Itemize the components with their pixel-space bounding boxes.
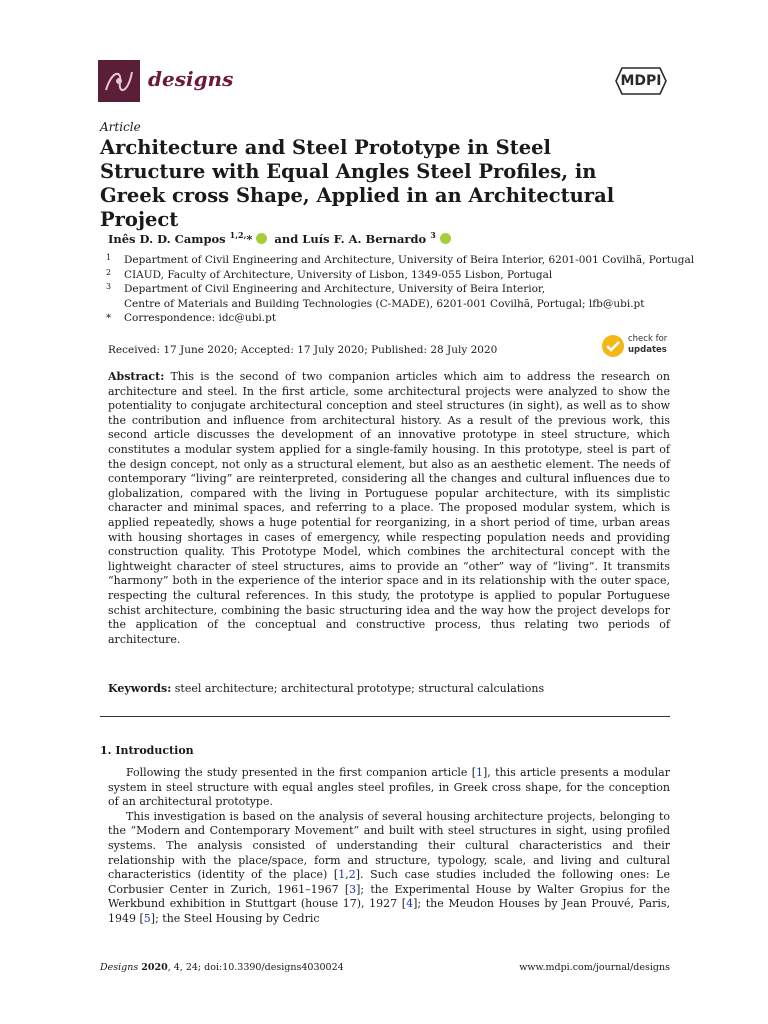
- check-updates-line2: updates: [628, 345, 667, 355]
- orcid-icon[interactable]: [440, 233, 451, 244]
- author-affiliation-mark: 1,2,: [229, 230, 247, 240]
- section-heading: 1. Introduction: [100, 744, 194, 757]
- keywords-text: steel architecture; architectural prototype; structural calculations: [174, 682, 545, 695]
- author-name: Luís F. A. Bernardo: [302, 231, 427, 246]
- check-for-updates-button[interactable]: [601, 333, 671, 359]
- correspondence-mark: *: [106, 312, 112, 325]
- text-run: This investigation is based on the analysis of several housing architecture projects, belonging to the “Modern and Contemporary Movement” and built with steel structures in sight, using profiled systems. The analysis consisted of understanding their cultural characteristics and their relationship with the place/space, form and structure, typology, scale, and living and cultural characteristics (identity of the place) [: [108, 809, 670, 882]
- footer-citation: [100, 962, 344, 973]
- author-name: Inês D. D. Campos: [108, 231, 226, 246]
- affiliation-text: Centre of Materials and Building Technologies (C-MADE), 6201-001 Covilhã, Portugal; lfb@ubi.pt: [124, 297, 645, 310]
- affiliations: [100, 253, 694, 326]
- text-run: ]; the Meudon Houses by Jean Prouvé, Paris, 1949 [: [108, 897, 670, 925]
- keywords-label: Keywords:: [108, 682, 172, 695]
- text-run: Following the study presented in the first companion article [: [126, 766, 476, 779]
- footer-journal: Designs: [100, 962, 139, 973]
- text-run: ]; the Experimental House by Walter Gropius for the Werkbund exhibition in Stuttgart (house 17), 1927 [: [108, 882, 670, 911]
- affiliation-text: Department of Civil Engineering and Architecture, University of Beira Interior, 6201-001 Covilhã, Portugal: [124, 254, 695, 266]
- text-run: ]. Such case studies included the following ones: Le Corbusier Center in Zurich, 1961–1967 [: [108, 868, 670, 896]
- text-run: ]; the Steel Housing by Cedric: [150, 911, 320, 925]
- affiliation-item: [100, 253, 694, 268]
- author-affiliation-mark: 3: [430, 230, 436, 240]
- reference-link[interactable]: 2: [348, 868, 356, 882]
- reference-link[interactable]: 1: [476, 766, 483, 779]
- abstract-text: This is the second of two companion articles which aim to address the research on architecture and steel. In the first article, some architectural projects were analyzed to show the potentiality to conjugate architectural conception and steel structures (in sight), as well as to show the contribution and influence from architectural history. As a result of the previous work, this second article discusses the development of an innovative prototype in steel structure, which constitutes a modular system applied for a single-family housing. In this prototype, steel is part of the design concept, not only as a structural element, but also as an aesthetic element. The needs of contemporary “living” are reinterpreted, considering all the changes and cultural influences due to globalization, compared with the living in Portuguese popular architecture, with its simplistic character and minimal spaces, and referring to a place. The proposed modular system, which is applied repeatedly, shows a huge potential for reorganizing, in a short period of time, urban areas with housing shortages in cases of emergency, while respecting population needs and providing construction quality. This Prototype Model, which combines the architectural concept with the lightweight character of steel structures, aims to provide an “other” way of “living”. It transmits “harmony” both in the experience of the interior space and in its relationship with the outer space, respecting the cultural references. In this study, the prototype is applied to popular Portuguese schist architecture, combining the basic structuring idea and the way how the project develops for the application of the conceptual and constructive process, thus relating two periods of architecture.: [108, 370, 670, 646]
- affiliation-number: 1: [106, 253, 112, 262]
- affiliation-number: 3: [106, 282, 112, 292]
- paragraph: This investigation is based on the analysis of several housing architecture projects, belonging to the “Modern and Contemporary Movement” and built with steel structures in sight, using profiled systems. The analysis consisted of understanding their cultural characteristics and their relationship with the place/space, form and structure, typology, scale, and living and cultural characteristics (identity of the place) [1,2]. Such case studies included the following ones: Le Corbusier Center in Zurich, 1961–1967 [3]; the Experimental House by Walter Gropius for the Werkbund exhibition in Stuttgart (house 17), 1927 [4]; the Meudon Houses by Jean Prouvé, Paris, 1949 [5]; the Steel Housing by Cedric: [108, 809, 670, 925]
- reference-link[interactable]: 3: [349, 882, 357, 896]
- author-conjunction: and: [274, 231, 299, 246]
- paper-title: Architecture and Steel Prototype in Steel Structure with Equal Angles Steel Profiles, in Greek cross Shape, Applied in an Architectural Project: [100, 136, 615, 231]
- article-type: Article: [100, 120, 141, 134]
- check-updates-line1: check for: [628, 334, 668, 344]
- divider: [100, 716, 670, 717]
- abstract: [108, 370, 670, 647]
- abstract-label: Abstract:: [108, 370, 165, 383]
- publisher-name: MDPI: [620, 73, 662, 89]
- journal-name: designs: [148, 67, 234, 91]
- introduction-body: [108, 766, 670, 927]
- check-updates-icon: [601, 334, 625, 358]
- reference-link[interactable]: 1: [338, 868, 346, 882]
- publication-dates: Received: 17 June 2020; Accepted: 17 July 2020; Published: 28 July 2020: [108, 344, 498, 356]
- designs-logo-icon: [98, 60, 140, 102]
- affiliation-number: 2: [106, 267, 112, 277]
- affiliation-text: CIAUD, Faculty of Architecture, University of Lisbon, 1349-055 Lisbon, Portugal: [124, 268, 553, 281]
- reference-link[interactable]: 5: [143, 911, 151, 925]
- footer-url[interactable]: www.mdpi.com/journal/designs: [519, 962, 670, 973]
- reference-link[interactable]: 4: [406, 897, 414, 911]
- author-list: [108, 230, 451, 246]
- footer-year: 2020: [141, 962, 168, 973]
- footer-doi: , 4, 24; doi:10.3390/designs4030024: [167, 962, 344, 973]
- text-run: ], this article presents a modular system in steel structure with equal angles steel profiles, in Greek cross shape, for the conception of an architectural prototype.: [108, 766, 670, 809]
- keywords: [108, 682, 544, 695]
- check-updates-label: [628, 334, 667, 356]
- affiliation-item: [100, 282, 694, 297]
- orcid-icon[interactable]: [256, 233, 267, 244]
- paragraph: [108, 766, 670, 810]
- affiliation-item: [100, 297, 694, 312]
- corresponding-mark: *: [246, 231, 253, 246]
- correspondence: [100, 311, 694, 326]
- mdpi-logo: [614, 66, 668, 96]
- journal-logo: [98, 60, 140, 102]
- affiliation-text: Department of Civil Engineering and Architecture, University of Beira Interior,: [124, 283, 546, 296]
- affiliation-item: [100, 268, 694, 283]
- correspondence-text: Correspondence: idc@ubi.pt: [124, 312, 277, 325]
